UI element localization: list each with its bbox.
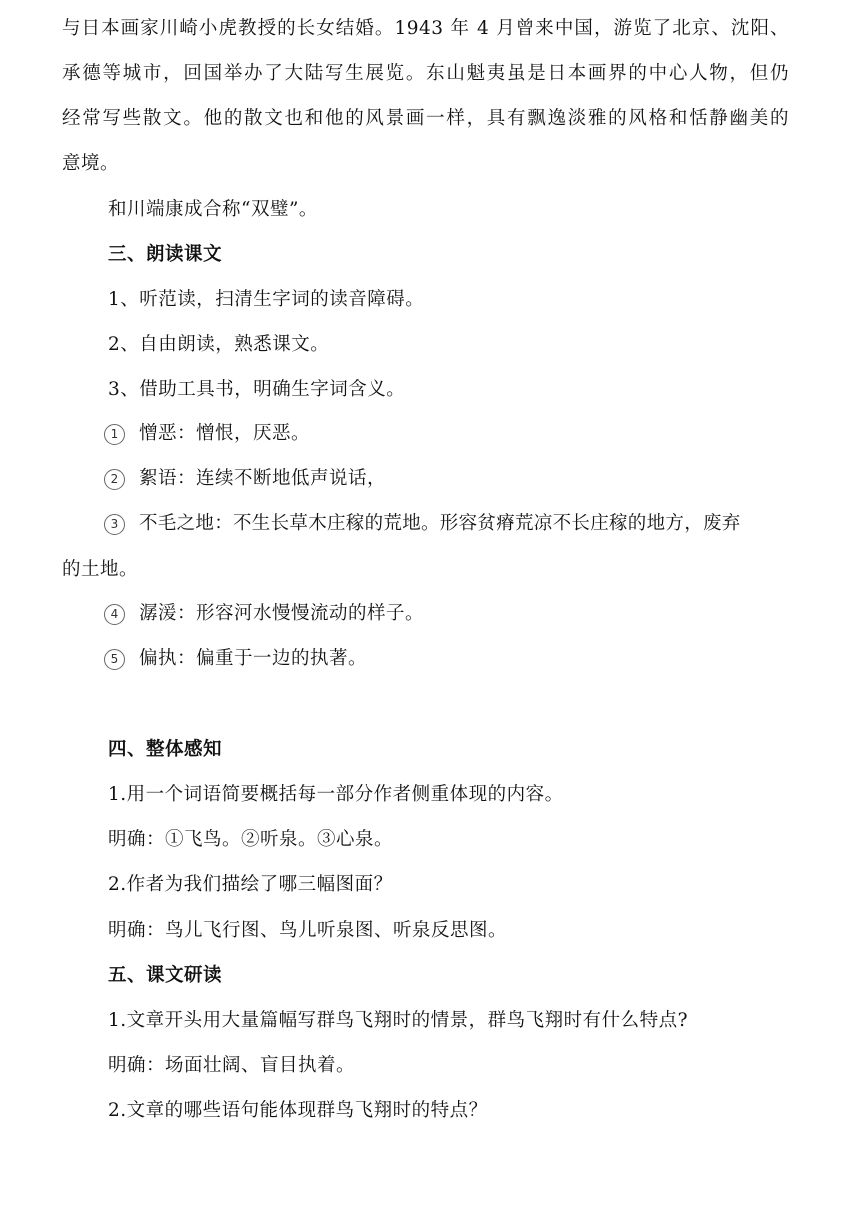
circled-number: 2 [104,469,125,490]
step-item: 3、借助工具书，明确生字词含义。 [108,379,406,400]
vocab-text: 不毛之地：不生长草木庄稼的荒地。形容贫瘠荒凉不长庄稼的地方，废弃 [139,513,741,534]
paragraph-line: 和川端康成合称“双璧”。 [108,199,318,220]
vocab-item [104,649,367,670]
vocab-text: 偏执：偏重于一边的执著。 [139,648,368,669]
vocab-item [104,469,386,490]
section-heading-3: 三、朗读课文 [108,244,223,265]
circled-number: 5 [104,649,125,670]
circled-number: 4 [104,604,125,625]
vocab-item [104,514,789,535]
paragraph-line: 意境。 [62,153,120,174]
answer: 明确：场面壮阔、盲目执着。 [108,1055,356,1076]
vocab-text: 潺湲：形容河水慢慢流动的样子。 [139,603,425,624]
circled-number: 3 [104,514,125,535]
answer: 明确：①飞鸟。②听泉。③心泉。 [108,829,394,850]
answer: 明确：鸟儿飞行图、鸟儿听泉图、听泉反思图。 [108,920,508,941]
question: 2.文章的哪些语句能体现群鸟飞翔时的特点？ [108,1100,488,1121]
circled-number: 1 [104,424,125,445]
step-item: 1、听范读，扫清生字词的读音障碍。 [108,289,425,310]
vocab-item [104,604,424,625]
question: 1.用一个词语简要概括每一部分作者侧重体现的内容。 [108,784,564,805]
vocab-item [104,424,310,445]
vocab-text: 憎恶：憎恨，厌恶。 [139,423,311,444]
paragraph-line: 承德等城市，回国举办了大陆写生展览。东山魁夷虽是日本画界的中心人物，但仍 [62,63,789,84]
question: 2.作者为我们描绘了哪三幅图面？ [108,874,393,895]
question: 1.文章开头用大量篇幅写群鸟飞翔时的情景，群鸟飞翔时有什么特点? [108,1010,689,1031]
paragraph-line: 与日本画家川崎小虎教授的长女结婚。1943 年 4 月曾来中国，游览了北京、沈阳、 [62,18,789,39]
vocab-text: 絮语：连续不断地低声说话， [139,468,387,489]
vocab-continuation: 的土地。 [62,559,139,580]
section-heading-4: 四、整体感知 [108,739,223,760]
section-heading-5: 五、课文研读 [108,965,223,986]
step-item: 2、自由朗读，熟悉课文。 [108,334,330,355]
paragraph-line: 经常写些散文。他的散文也和他的风景画一样，具有飘逸淡雅的风格和恬静幽美的 [62,108,789,129]
